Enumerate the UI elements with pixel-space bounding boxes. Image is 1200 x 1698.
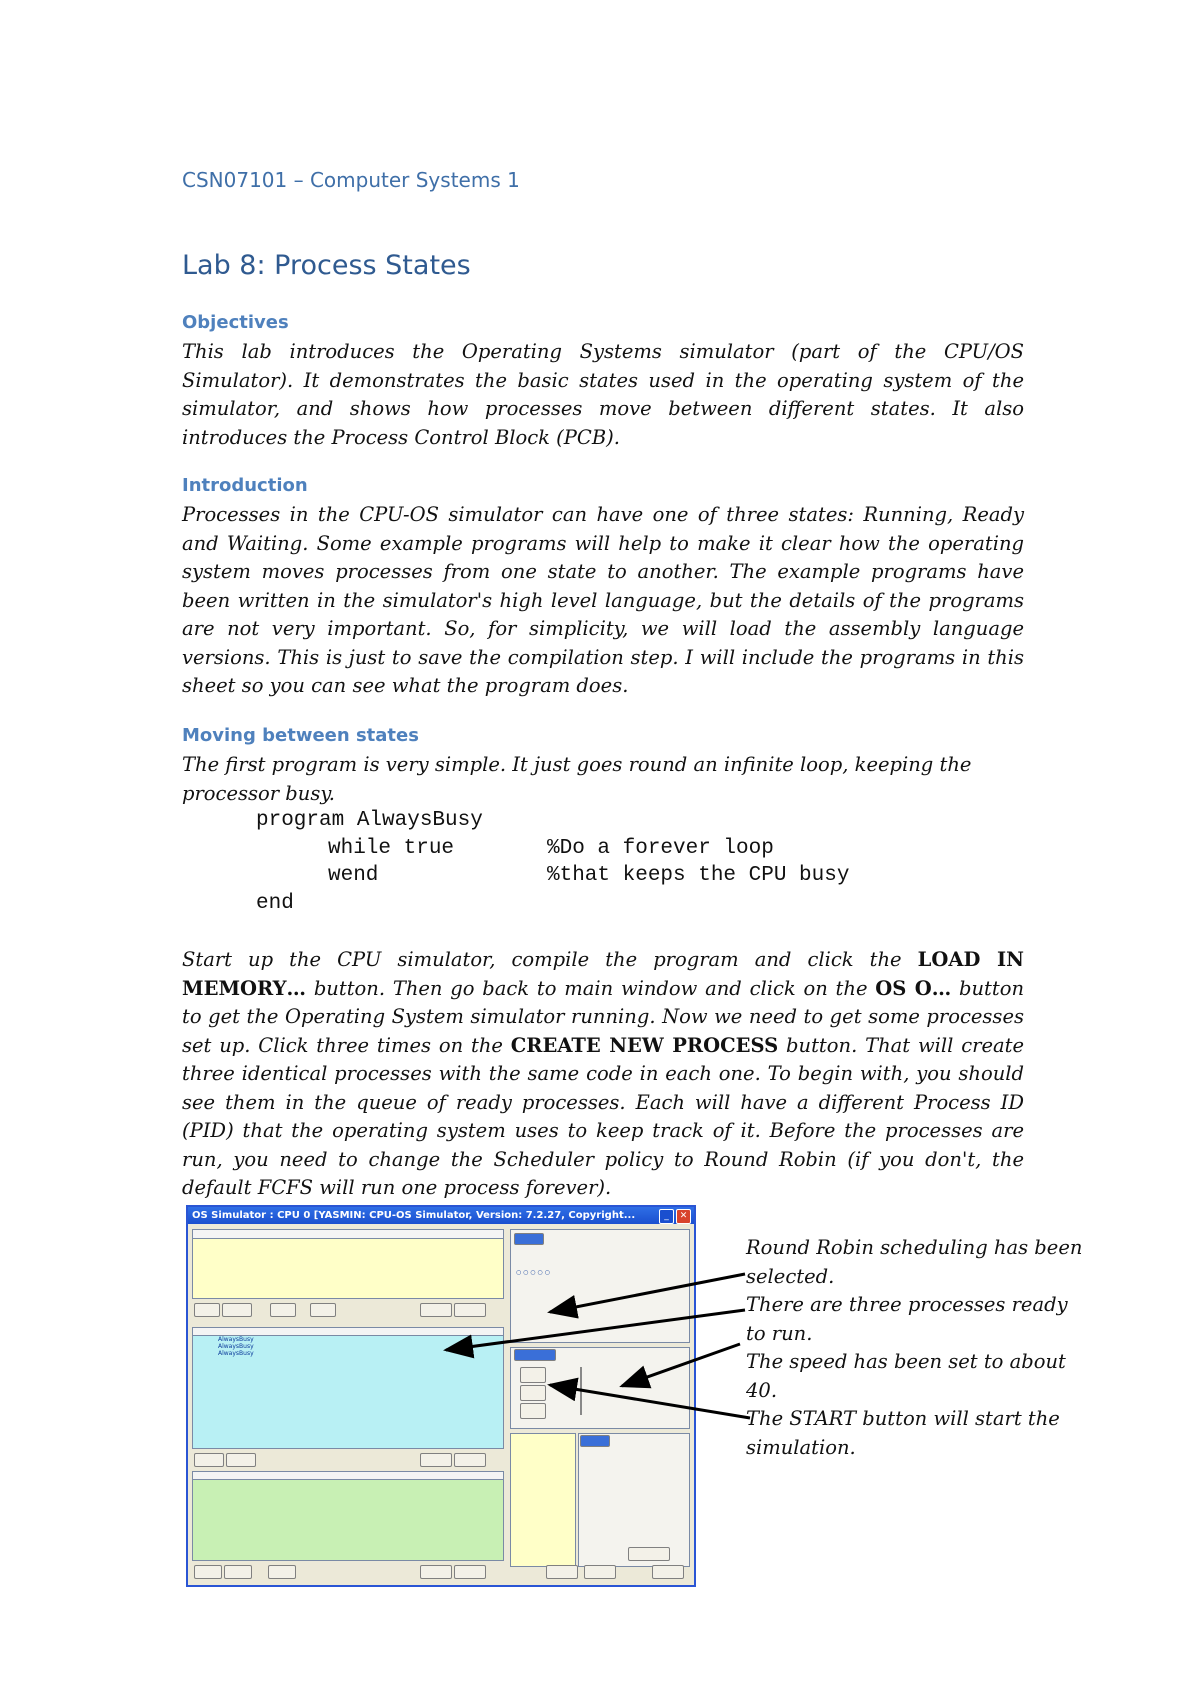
policy-options: ○ ○ ○ ○ ○ [516, 1269, 550, 1276]
callout-speed: The speed has been set to about 40. [746, 1350, 1066, 1402]
course-title: CSN07101 – Computer Systems 1 [182, 168, 520, 192]
moving-heading: Moving between states [182, 725, 419, 746]
ready-process-2: AlwaysBusy [218, 1343, 254, 1350]
close-icon: ✕ [676, 1209, 691, 1224]
code-line-2-comment: %Do a forever loop [547, 837, 774, 860]
code-line-1: program AlwaysBusy [256, 809, 483, 832]
window-title-bar: OS Simulator : CPU 0 [YASMIN: CPU-OS Simulator, Version: 7.2.27, Copyright... [188, 1207, 694, 1224]
ready-process-1: AlwaysBusy [218, 1336, 254, 1343]
callout-start-button: The START button will start the simulation. [746, 1407, 1060, 1459]
create-new-process-label: CREATE NEW PROCESS [510, 1033, 779, 1057]
moving-text: The first program is very simple. It just goes round an infinite loop, keeping the processor busy. [182, 753, 972, 805]
arrow-speed [622, 1344, 740, 1386]
ready-process-3: AlwaysBusy [218, 1350, 254, 1357]
objectives-heading: Objectives [182, 312, 289, 333]
introduction-heading: Introduction [182, 475, 308, 496]
arrow-start-button [550, 1385, 750, 1418]
instructions-text: Start up the CPU simulator, compile the program and click the LOAD IN MEMORY… button. Then go back to main window and click on the OS O… button to get the Operating System simulator running. Now we need to get some processes set up. Click three times on the CREATE NEW PROCESS button. That will create three identical processes with the same code in each one. To begin with, you should see them in the queue of ready processes. Each will have a different Process ID (PID) that the operating system uses to keep track of it. Before the processes are run, you need to change the Scheduler policy to Round Robin (if you don't, the default FCFS will run one process forever). [182, 948, 1025, 1199]
code-line-3: wend [328, 864, 379, 887]
objectives-text: This lab introduces the Operating Systems simulator (part of the CPU/OS Simulator). It demonstrates the basic states used in the operating system of the simulator, and shows how processes move between different states. It also introduces the Process Control Block (PCB). [182, 340, 1024, 449]
lab-title: Lab 8: Process States [182, 250, 471, 281]
code-line-4: end [256, 892, 294, 915]
callout-round-robin: Round Robin scheduling has been selected. [746, 1236, 1083, 1288]
load-in-memory-label: LOAD IN MEMORY… [182, 948, 1024, 1000]
arrow-round-robin [550, 1274, 745, 1312]
arrow-ready-processes [446, 1310, 745, 1350]
callout-ready-processes: There are three processes ready to run. [746, 1293, 1068, 1345]
introduction-text: Processes in the CPU-OS simulator can have one of three states: Running, Ready and Waiting. Some example programs will help to make it clear how the operating system moves processes from one state to another. The example programs have been written in the simulator's high level language, but the details of the programs are not very important. So, for simplicity, we will load the assembly language versions. This is just to save the compilation step. I will include the programs in this sheet so you can see what the program does. [182, 503, 1024, 697]
minimize-icon: _ [659, 1209, 674, 1224]
code-line-2: while true [328, 837, 455, 860]
os-button-label: OS O… [875, 976, 952, 1000]
code-line-3-comment: %that keeps the CPU busy [547, 864, 850, 887]
